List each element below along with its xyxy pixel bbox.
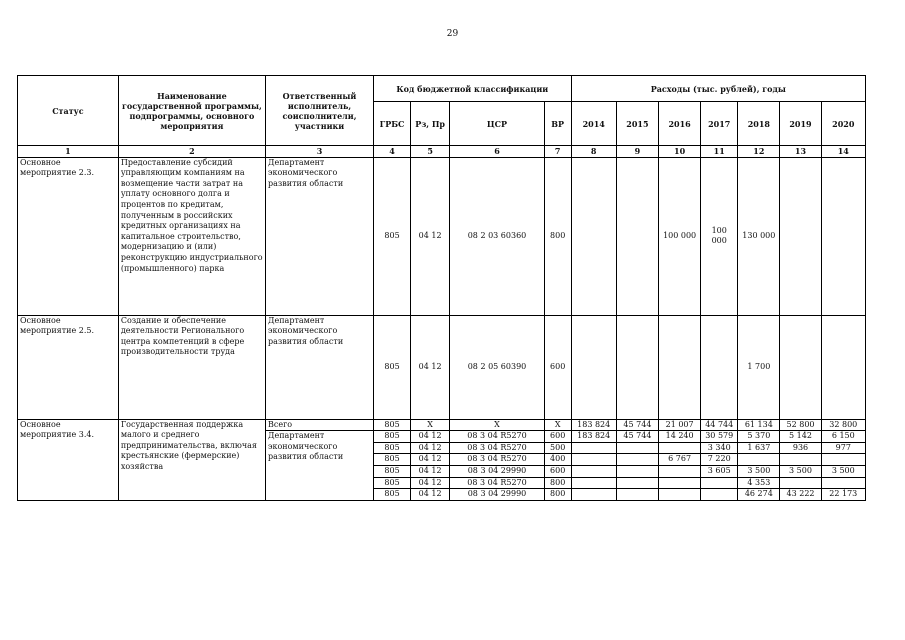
header-grbs: ГРБС <box>374 102 411 146</box>
cell-vr: 600 <box>544 315 571 419</box>
cell-2018: 61 134 <box>738 419 780 431</box>
cell-csr: 08 3 04 R5270 <box>450 477 545 489</box>
cell-2014 <box>571 477 616 489</box>
cell-grbs: 805 <box>374 431 411 443</box>
header-year: 2014 <box>571 102 616 146</box>
cell-rzpr: 04 12 <box>411 489 450 501</box>
column-index: 7 <box>544 146 571 158</box>
column-index: 6 <box>450 146 545 158</box>
cell-2020 <box>821 454 865 466</box>
cell-2019 <box>780 454 821 466</box>
table-row <box>18 315 866 419</box>
cell-2014: 183 824 <box>571 431 616 443</box>
cell-rzpr: 04 12 <box>411 465 450 477</box>
column-index: 9 <box>616 146 658 158</box>
cell-2017: 7 220 <box>701 454 738 466</box>
column-index: 3 <box>265 146 373 158</box>
table-row <box>18 157 866 315</box>
cell-csr: 08 3 04 R5270 <box>450 431 545 443</box>
cell-csr: 08 3 04 R5270 <box>450 454 545 466</box>
cell-2015: 45 744 <box>616 419 658 431</box>
row-executor-total: Всего <box>265 419 373 431</box>
column-index: 13 <box>780 146 821 158</box>
header-name: Наименование государственной программы, подпрограммы, основного мероприятия <box>118 76 265 146</box>
cell-2016: 21 007 <box>659 419 701 431</box>
header-year: 2016 <box>659 102 701 146</box>
cell-2020 <box>821 315 865 419</box>
cell-rzpr: 04 12 <box>411 431 450 443</box>
cell-2017: 100 000 <box>701 157 738 315</box>
cell-2016 <box>659 477 701 489</box>
header-year: 2015 <box>616 102 658 146</box>
cell-2020: 22 173 <box>821 489 865 501</box>
cell-2014 <box>571 315 616 419</box>
row-executor: Департамент экономического развития области <box>265 431 373 501</box>
header-year: 2019 <box>780 102 821 146</box>
cell-2019: 3 500 <box>780 465 821 477</box>
cell-2020: 977 <box>821 442 865 454</box>
column-index: 2 <box>118 146 265 158</box>
cell-csr: 08 3 04 29990 <box>450 465 545 477</box>
cell-rzpr: 04 12 <box>411 315 450 419</box>
cell-2015 <box>616 315 658 419</box>
column-index: 1 <box>18 146 119 158</box>
column-index: 14 <box>821 146 865 158</box>
cell-csr: 08 2 03 60360 <box>450 157 545 315</box>
cell-2014 <box>571 465 616 477</box>
cell-rzpr: 04 12 <box>411 157 450 315</box>
cell-2017: 3 340 <box>701 442 738 454</box>
cell-2016 <box>659 442 701 454</box>
cell-vr: 800 <box>544 157 571 315</box>
row-status: Основное мероприятие 3.4. <box>18 419 119 500</box>
column-index: 5 <box>411 146 450 158</box>
cell-2014 <box>571 442 616 454</box>
cell-2017: 30 579 <box>701 431 738 443</box>
cell-2020: 32 800 <box>821 419 865 431</box>
cell-2015 <box>616 489 658 501</box>
row-executor: Департамент экономического развития области <box>265 157 373 315</box>
row-name: Государственная поддержка малого и среднего предпринимательства, включая крестьянские (фермерские) хозяйства <box>118 419 265 500</box>
cell-rzpr: 04 12 <box>411 477 450 489</box>
cell-csr: 08 3 04 R5270 <box>450 442 545 454</box>
cell-grbs: 805 <box>374 419 411 431</box>
header-status: Статус <box>18 76 119 146</box>
cell-2014 <box>571 157 616 315</box>
cell-2015 <box>616 454 658 466</box>
cell-2015 <box>616 157 658 315</box>
cell-vr: 600 <box>544 431 571 443</box>
cell-2017 <box>701 477 738 489</box>
cell-2018 <box>738 454 780 466</box>
column-index: 8 <box>571 146 616 158</box>
cell-grbs: 805 <box>374 315 411 419</box>
cell-vr: 500 <box>544 442 571 454</box>
cell-2015 <box>616 465 658 477</box>
cell-2016 <box>659 465 701 477</box>
header-vr: ВР <box>544 102 571 146</box>
cell-2017: 44 744 <box>701 419 738 431</box>
table-row <box>18 419 866 431</box>
cell-2014 <box>571 489 616 501</box>
cell-grbs: 805 <box>374 157 411 315</box>
cell-2016 <box>659 315 701 419</box>
cell-rzpr: X <box>411 419 450 431</box>
row-status: Основное мероприятие 2.5. <box>18 315 119 419</box>
cell-vr: 800 <box>544 489 571 501</box>
cell-csr: 08 2 05 60390 <box>450 315 545 419</box>
header-executor: Ответственный исполнитель, соисполнители, участники <box>265 76 373 146</box>
cell-2014 <box>571 454 616 466</box>
cell-2018: 3 500 <box>738 465 780 477</box>
column-index-row <box>18 146 866 158</box>
row-executor: Департамент экономического развития области <box>265 315 373 419</box>
cell-2019 <box>780 157 821 315</box>
cell-vr: 600 <box>544 465 571 477</box>
cell-rzpr: 04 12 <box>411 454 450 466</box>
column-index: 4 <box>374 146 411 158</box>
cell-2018: 4 353 <box>738 477 780 489</box>
header-year: 2020 <box>821 102 865 146</box>
cell-csr: 08 3 04 29990 <box>450 489 545 501</box>
header-csr: ЦСР <box>450 102 545 146</box>
row-status: Основное мероприятие 2.3. <box>18 157 119 315</box>
cell-2019: 43 222 <box>780 489 821 501</box>
cell-2016: 100 000 <box>659 157 701 315</box>
cell-2015 <box>616 442 658 454</box>
cell-2018: 1 700 <box>738 315 780 419</box>
cell-2018: 46 274 <box>738 489 780 501</box>
cell-2020 <box>821 157 865 315</box>
cell-2019: 5 142 <box>780 431 821 443</box>
cell-2017 <box>701 489 738 501</box>
cell-2017: 3 605 <box>701 465 738 477</box>
cell-2019: 52 800 <box>780 419 821 431</box>
cell-2019 <box>780 315 821 419</box>
header-year: 2017 <box>701 102 738 146</box>
row-name: Предоставление субсидий управляющим компаниям на возмещение части затрат на уплату основного долга и процентов по кредитам, полученным в российских кредитных организациях на капитальное строительство, модернизацию и (или) реконструкцию индустриального (промышленного) парка <box>118 157 265 315</box>
cell-2015 <box>616 477 658 489</box>
cell-2018: 1 637 <box>738 442 780 454</box>
cell-2016 <box>659 489 701 501</box>
cell-2017 <box>701 315 738 419</box>
page-number: 29 <box>446 29 459 39</box>
cell-2019: 936 <box>780 442 821 454</box>
cell-grbs: 805 <box>374 454 411 466</box>
cell-2020: 3 500 <box>821 465 865 477</box>
cell-2016: 6 767 <box>659 454 701 466</box>
cell-2016: 14 240 <box>659 431 701 443</box>
header-rzpr: Рз, Пр <box>411 102 450 146</box>
header-budget-code: Код бюджетной классификации <box>374 76 572 102</box>
budget-table <box>17 75 866 501</box>
cell-grbs: 805 <box>374 489 411 501</box>
column-index: 11 <box>701 146 738 158</box>
column-index: 10 <box>659 146 701 158</box>
cell-2020: 6 150 <box>821 431 865 443</box>
cell-grbs: 805 <box>374 442 411 454</box>
cell-grbs: 805 <box>374 477 411 489</box>
cell-2018: 5 370 <box>738 431 780 443</box>
cell-2014: 183 824 <box>571 419 616 431</box>
cell-2018: 130 000 <box>738 157 780 315</box>
header-year: 2018 <box>738 102 780 146</box>
header-expenses: Расходы (тыс. рублей), годы <box>571 76 865 102</box>
row-name: Создание и обеспечение деятельности Регионального центра компетенций в сфере производительности труда <box>118 315 265 419</box>
cell-vr: 400 <box>544 454 571 466</box>
cell-grbs: 805 <box>374 465 411 477</box>
cell-2015: 45 744 <box>616 431 658 443</box>
cell-2020 <box>821 477 865 489</box>
column-index: 12 <box>738 146 780 158</box>
cell-2019 <box>780 477 821 489</box>
cell-csr: X <box>450 419 545 431</box>
cell-vr: 800 <box>544 477 571 489</box>
cell-vr: X <box>544 419 571 431</box>
cell-rzpr: 04 12 <box>411 442 450 454</box>
